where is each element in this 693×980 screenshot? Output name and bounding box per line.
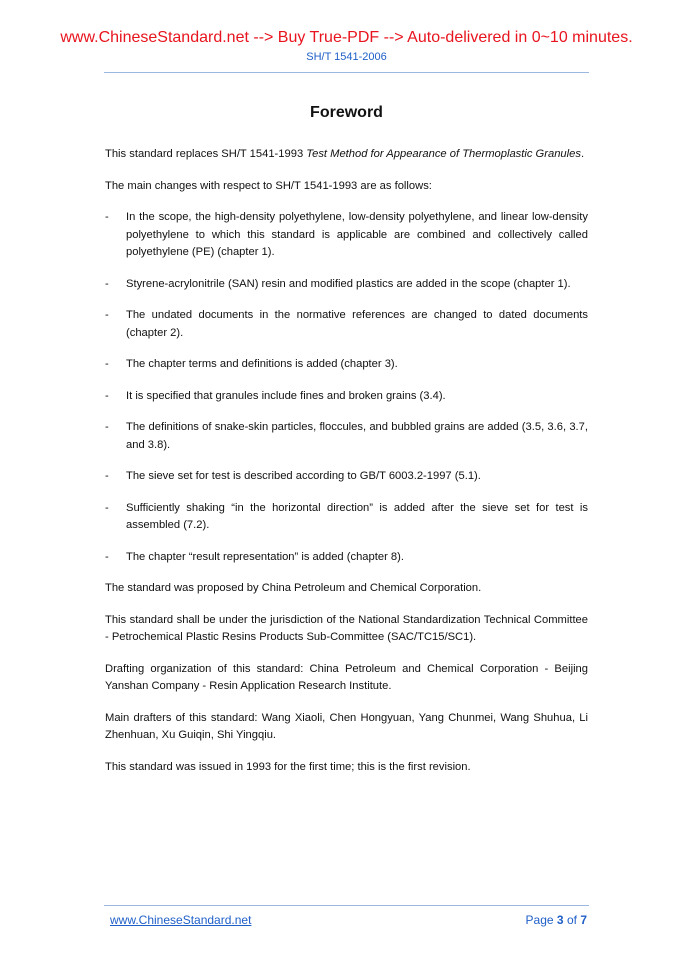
page-of: of [566, 913, 577, 927]
bullet-dash: - [105, 309, 109, 321]
page-title: Foreword [310, 104, 383, 121]
list-item [105, 356, 588, 374]
bullet-dash: - [105, 421, 109, 433]
list-item-text: The undated documents in the normative references are changed to dated documents (chapter 2). [126, 309, 588, 339]
intro-paragraph [105, 146, 588, 164]
page-number [526, 913, 587, 927]
intro-prefix: This standard replaces SH/T 1541-1993 [105, 148, 307, 160]
list-item-text: The chapter “result representation” is added (chapter 8). [126, 550, 404, 563]
bullet-dash: - [105, 470, 109, 482]
bullet-dash: - [105, 277, 109, 290]
list-item [105, 276, 588, 294]
list-item [105, 468, 588, 486]
list-item [105, 500, 588, 535]
header-divider [104, 72, 589, 73]
list-item-text: The chapter terms and definitions is added (chapter 3). [126, 358, 398, 370]
list-item [105, 388, 588, 406]
intro-suffix: . [580, 148, 585, 160]
proposer-paragraph: The standard was proposed by China Petroleum and Chemical Corporation. [105, 582, 482, 594]
changes-intro: The main changes with respect to SH/T 1541-1993 are as follows: [105, 179, 432, 192]
changes-list [105, 209, 588, 566]
list-item [105, 419, 588, 454]
bullet-dash: - [105, 211, 109, 223]
list-item-text: In the scope, the high-density polyethylene, low-density polyethylene, and linear low-density polyethylene to which this standard is applicable are combined and collectively called polyethylene (PE) (chapter 1). [126, 211, 588, 258]
list-item-text: Styrene-acrylonitrile (SAN) resin and modified plastics are added in the scope (chapter 1). [126, 277, 571, 290]
list-item-text: The sieve set for test is described according to GB/T 6003.2-1997 (5.1). [126, 470, 481, 482]
footer-divider [104, 905, 589, 906]
top-banner[interactable]: www.ChineseStandard.net --> Buy True-PDF --> Auto-delivered in 0~10 minutes. [60, 29, 633, 46]
jurisdiction-paragraph: This standard shall be under the jurisdiction of the National Standardization Technical Committee - Petrochemical Plastic Resins Products Sub-Committee (SAC/TC15/SC1). [105, 613, 588, 643]
issue-history-paragraph: This standard was issued in 1993 for the first time; this is the first revision. [105, 760, 471, 773]
page-word: Page [525, 913, 554, 927]
list-item [105, 549, 588, 567]
bullet-dash: - [105, 358, 109, 370]
list-item [105, 209, 588, 262]
list-item-text: Sufficiently shaking “in the horizontal direction” is added after the sieve set for test is assembled (7.2). [126, 501, 588, 531]
total-pages: 7 [580, 913, 587, 927]
drafting-organization-paragraph: Drafting organization of this standard: China Petroleum and Chemical Corporation - Beijing Yanshan Company - Resin Application Research Institute. [105, 662, 588, 692]
bullet-dash: - [105, 550, 109, 563]
replaced-standard-title: Test Method for Appearance of Thermoplastic Granules [306, 148, 581, 160]
bullet-dash: - [105, 389, 109, 402]
foreword-body [105, 146, 588, 790]
list-item-text: The definitions of snake-skin particles, floccules, and bubbled grains are added (3.5, 3.6, 3.7, and 3.8). [126, 421, 588, 451]
footer-website-link[interactable]: www.ChineseStandard.net [110, 913, 252, 927]
current-page: 3 [556, 913, 564, 927]
document-code: SH/T 1541-2006 [306, 51, 387, 63]
drafters-paragraph: Main drafters of this standard: Wang Xiaoli, Chen Hongyuan, Yang Chunmei, Wang Shuhua, Li Zhenhuan, Xu Guiqin, Shi Yingqiu. [105, 711, 588, 741]
bullet-dash: - [105, 501, 109, 514]
list-item-text: It is specified that granules include fines and broken grains (3.4). [126, 389, 446, 402]
list-item [105, 307, 588, 342]
